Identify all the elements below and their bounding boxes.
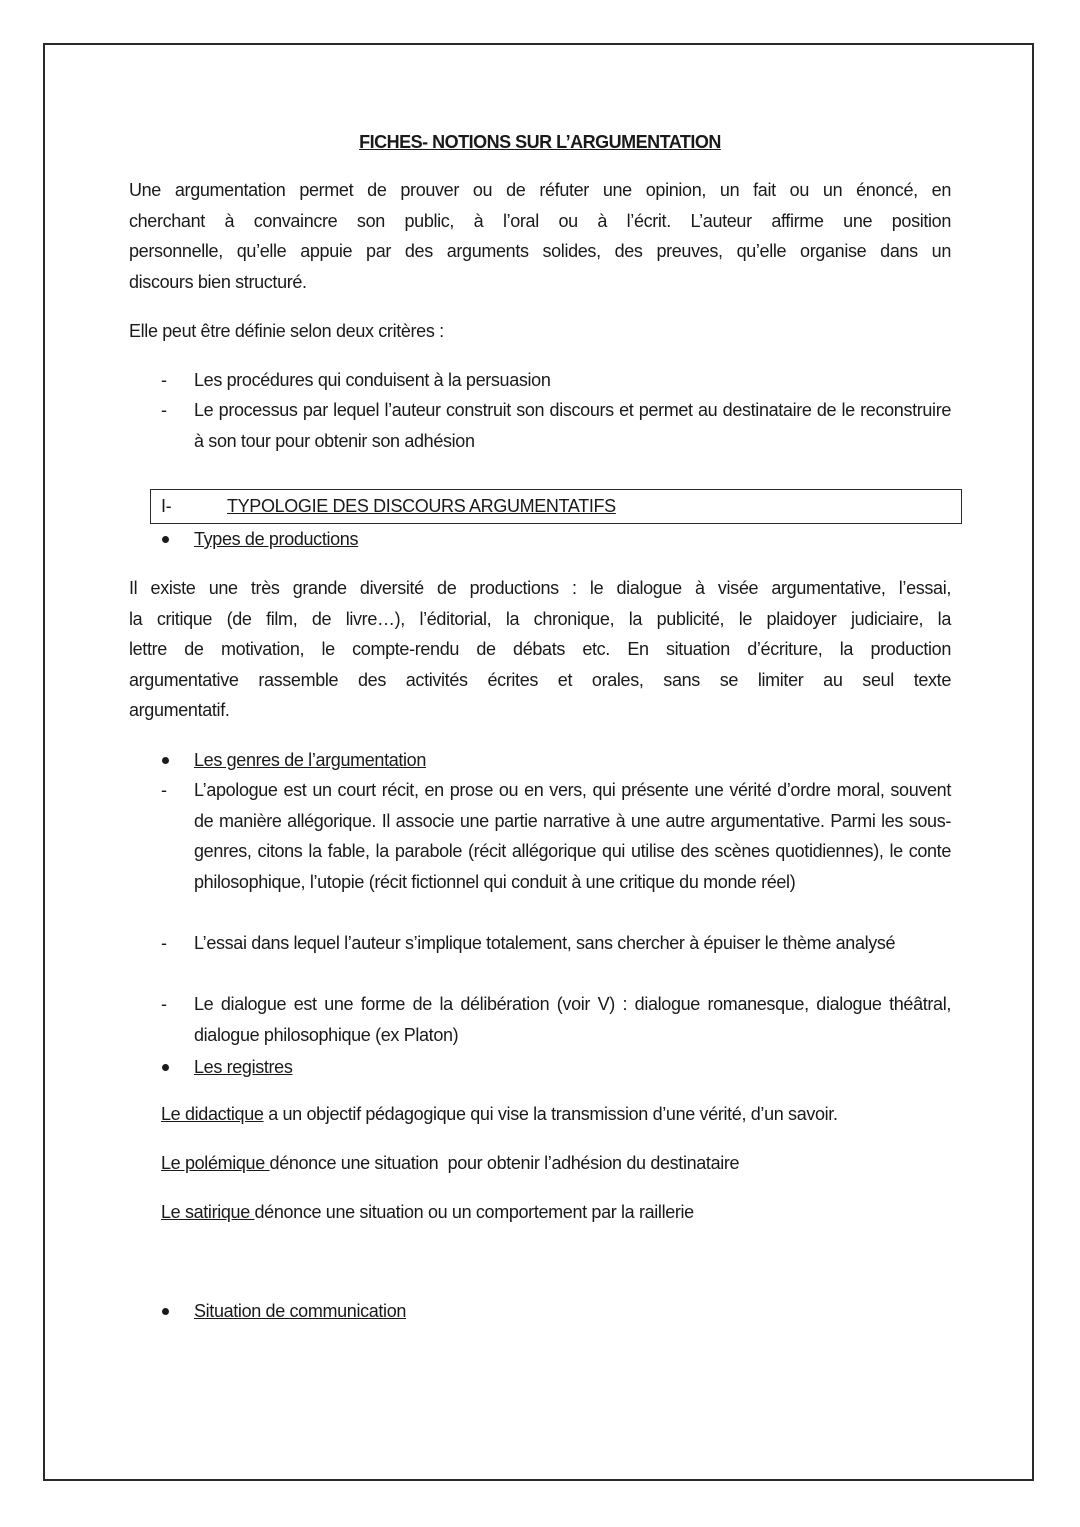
registre-term: Le polémique bbox=[161, 1153, 270, 1173]
subheading-genres bbox=[129, 745, 951, 776]
genre-item bbox=[129, 775, 951, 897]
dash-marker: - bbox=[161, 370, 167, 390]
dash-marker: - bbox=[161, 994, 167, 1014]
genre-item-text: L’apologue est un court récit, en prose ou en vers, qui présente une vérité d’ordre moral, souvent de manière allégorique. Il associe une partie narrative à une autre argumentative. Parmi les sous-genres, citons la fable, la parabole (récit allégorique qui utilise des scènes quotidiennes), le conte philosophique, l’utopie (récit fictionnel qui conduit à une critique du monde réel) bbox=[194, 780, 951, 892]
intro-line: cherchant à convaincre son public, à l’oral ou à l’écrit. L’auteur affirme une position bbox=[129, 210, 951, 231]
genre-item-text: Le dialogue est une forme de la délibération (voir V) : dialogue romanesque, dialogue théâtral, dialogue philosophique (ex Platon) bbox=[194, 994, 951, 1045]
genre-item bbox=[129, 928, 951, 959]
criteria-item-text: Les procédures qui conduisent à la persuasion bbox=[194, 370, 551, 390]
types-line: la critique (de film, de livre…), l’éditorial, la chronique, la publicité, le plaidoyer judiciaire, la bbox=[129, 608, 951, 629]
registre-term: Le satirique bbox=[161, 1202, 255, 1222]
section-title: TYPOLOGIE DES DISCOURS ARGUMENTATIFS bbox=[227, 496, 616, 516]
dash-marker: - bbox=[161, 400, 167, 420]
bullet-icon bbox=[162, 536, 169, 543]
subheading-text: Les registres bbox=[194, 1057, 293, 1077]
section-heading-box bbox=[150, 489, 962, 524]
dash-marker: - bbox=[161, 780, 167, 800]
subheading-text: Types de productions bbox=[194, 529, 359, 549]
registre-item bbox=[161, 1148, 951, 1179]
criteria-item bbox=[129, 365, 951, 396]
intro-line: personnelle, qu’elle appuie par des arguments solides, des preuves, qu’elle organise dans un bbox=[129, 241, 951, 262]
document-title: FICHES- NOTIONS SUR L’ARGUMENTATION bbox=[359, 132, 721, 152]
subheading-text: Les genres de l’argumentation bbox=[194, 750, 427, 770]
types-line: Il existe une très grande diversité de productions : le dialogue à visée argumentative, l’essai, bbox=[129, 578, 951, 598]
criteria-item bbox=[129, 395, 951, 456]
genre-item bbox=[129, 989, 951, 1050]
bullet-icon bbox=[162, 1308, 169, 1315]
types-paragraph bbox=[129, 573, 951, 726]
criteria-item-text: Le processus par lequel l’auteur construit son discours et permet au destinataire de le reconstruire à son tour pour obtenir son adhésion bbox=[194, 400, 951, 451]
genre-item-text: L’essai dans lequel l’auteur s’implique totalement, sans chercher à épuiser le thème analysé bbox=[194, 933, 896, 953]
registre-definition: a un objectif pédagogique qui vise la transmission d’une vérité, d’un savoir. bbox=[263, 1104, 838, 1124]
section-number: I- bbox=[161, 496, 172, 516]
types-line: argumentative rassemble des activités écrites et orales, sans se limiter au seul texte bbox=[129, 669, 951, 690]
intro-line: discours bien structuré. bbox=[129, 271, 307, 292]
criteria-lead: Elle peut être définie selon deux critères : bbox=[129, 321, 444, 341]
registre-item bbox=[161, 1197, 951, 1228]
registre-definition: dénonce une situation pour obtenir l’adhésion du destinataire bbox=[269, 1153, 740, 1173]
intro-paragraph bbox=[129, 175, 951, 297]
subheading-registres bbox=[129, 1052, 951, 1083]
dash-marker: - bbox=[161, 933, 167, 953]
registre-definition: dénonce une situation ou un comportement par la raillerie bbox=[254, 1202, 694, 1222]
intro-line: Une argumentation permet de prouver ou de réfuter une opinion, un fait ou un énoncé, en bbox=[129, 180, 951, 200]
bullet-icon bbox=[162, 1064, 169, 1071]
registre-item bbox=[161, 1099, 951, 1130]
subheading-communication bbox=[129, 1296, 951, 1327]
types-line: argumentatif. bbox=[129, 700, 230, 721]
bullet-icon bbox=[162, 757, 169, 764]
registre-term: Le didactique bbox=[161, 1104, 264, 1124]
types-line: lettre de motivation, le compte-rendu de débats etc. En situation d’écriture, la production bbox=[129, 639, 951, 660]
subheading-types bbox=[129, 524, 951, 555]
subheading-text: Situation de communication bbox=[194, 1301, 407, 1321]
